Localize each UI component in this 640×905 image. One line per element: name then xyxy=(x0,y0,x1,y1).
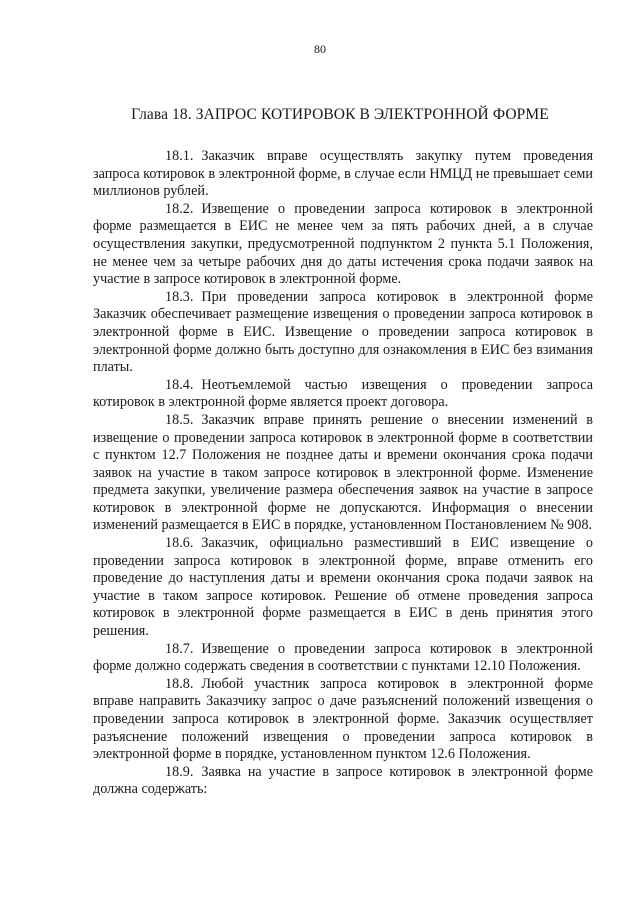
paragraph-18-5 xyxy=(93,412,593,535)
paragraph-text: Извещение о проведении запроса котировок в электронной форме должно содержать сведения в соответствии с пунктами 12.10 Положения. xyxy=(93,640,593,675)
paragraph-18-4 xyxy=(93,377,593,412)
paragraph-18-6 xyxy=(93,535,593,641)
paragraph-number: 18.8. xyxy=(165,675,194,692)
paragraph-number: 18.2. xyxy=(165,200,194,217)
paragraph-text: При проведении запроса котировок в электронной форме Заказчик обеспечивает размещение извещения о проведении запроса котировок в электронной форме в ЕИС. Извещение о проведении запроса котировок в электронной форме должно быть доступно для ознакомления в ЕИС без взимания платы. xyxy=(93,288,593,376)
page-number: 80 xyxy=(314,42,326,56)
paragraph-text: Неотъемлемой частью извещения о проведении запроса котировок в электронной форме является проект договора. xyxy=(93,376,593,411)
body-text xyxy=(93,148,593,799)
paragraph-18-7 xyxy=(93,641,593,676)
paragraph-number: 18.7. xyxy=(165,640,194,657)
paragraph-number: 18.5. xyxy=(165,411,194,428)
paragraph-18-1 xyxy=(93,148,593,201)
chapter-title: Глава 18. ЗАПРОС КОТИРОВОК В ЭЛЕКТРОННОЙ ФОРМЕ xyxy=(131,106,549,123)
paragraph-18-9 xyxy=(93,764,593,799)
paragraph-text: Заявка на участие в запросе котировок в электронной форме должна содержать: xyxy=(93,763,593,798)
paragraph-18-3 xyxy=(93,289,593,377)
paragraph-18-2 xyxy=(93,201,593,289)
paragraph-number: 18.6. xyxy=(165,535,194,552)
paragraph-text: Заказчик вправе принять решение о внесении изменений в извещение о проведении запроса котировок в электронной форме в соответствии с пунктом 12.7 Положения не позднее даты и времени окончания срока подачи заявок на участие в таком запросе котировок в электронной форме. Изменение предмета закупки, увеличение размера обеспечения заявок на участие в запросе котировок в электронной форме не допускаются. Информация о внесении изменений размещается в ЕИС в порядке, установленном Постановлением № 908. xyxy=(93,411,593,534)
paragraph-number: 18.1. xyxy=(165,148,194,164)
paragraph-text: Извещение о проведении запроса котировок в электронной форме размещается в ЕИС не менее чем за пять рабочих дней, а в случае осуществления закупки, предусмотренной подпунктом 2 пункта 5.1 Положения, не менее чем за четыре рабочих дня до даты истечения срока подачи заявок на участие в запросе котировок в электронной форме. xyxy=(93,200,593,288)
paragraph-text: Любой участник запроса котировок в электронной форме вправе направить Заказчику запрос о даче разъяснений положений извещения о проведении запроса котировок в электронной форме. Заказчик осуществляет разъяснение положений извещения о проведении запроса котировок в электронной форме в порядке, установленном пунктом 12.6 Положения. xyxy=(93,675,593,763)
paragraph-number: 18.4. xyxy=(165,376,194,393)
paragraph-text: Заказчик, официально разместивший в ЕИС извещение о проведении запроса котировок в электронной форме, вправе отменить его проведение до наступления даты и времени окончания срока подачи заявок на участие в таком запросе котировок. Решение об отмене проведения запроса котировок в электронной форме размещается в ЕИС в день принятия этого решения. xyxy=(93,535,593,640)
paragraph-18-8 xyxy=(93,676,593,764)
paragraph-number: 18.3. xyxy=(165,288,194,305)
paragraph-number: 18.9. xyxy=(165,763,194,780)
paragraph-text: Заказчик вправе осуществлять закупку путем проведения запроса котировок в электронной форме, в случае если НМЦД не превышает семи миллионов рублей. xyxy=(93,148,593,200)
